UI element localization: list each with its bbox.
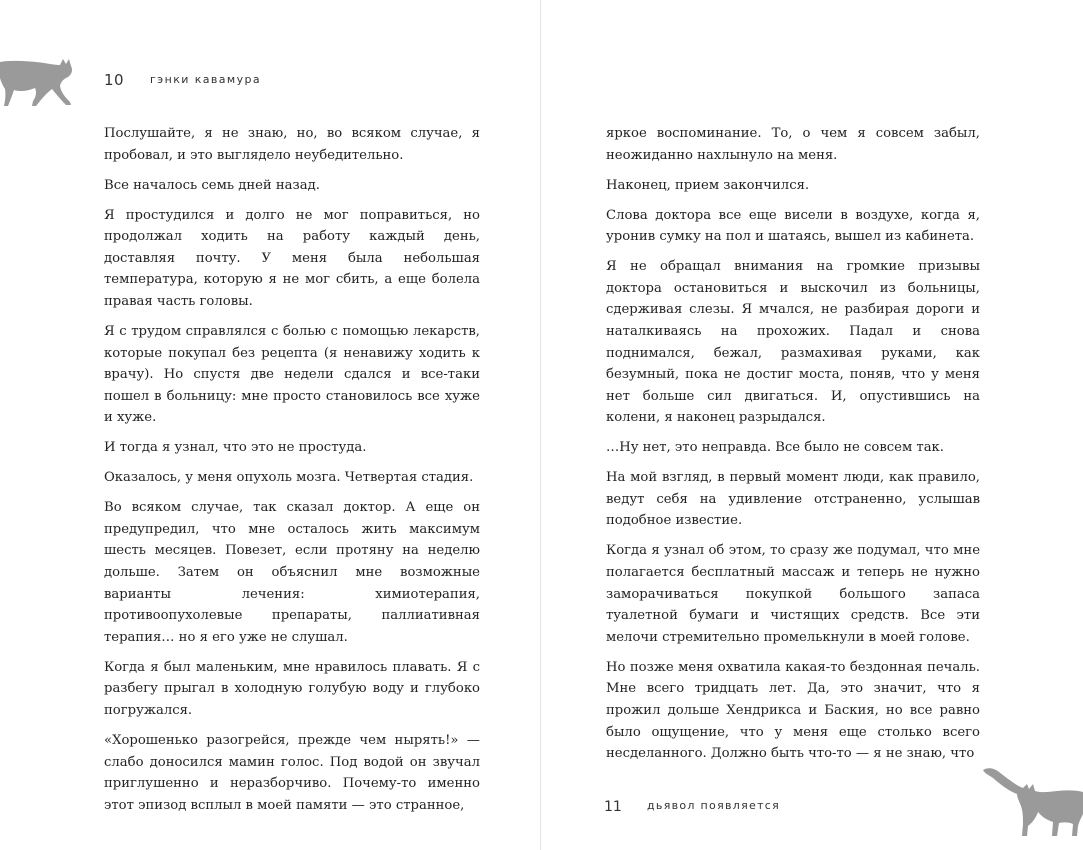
paragraph: Во всяком случае, так сказал доктор. А еще он предупредил, что мне осталось жить максимум шесть месяцев. Повезет, если протяну на неделю дольше. Затем он объяснил мне возможные варианты лечения: химиотерапия, противоопухолевые препараты, паллиативная терапия… но я его уже не слушал. (104, 500, 480, 645)
page-header (104, 70, 262, 89)
paragraph: Я не обращал внимания на громкие призывы доктора остановиться и выскочил из больницы, сдерживая слезы. Я мчался, не разбирая дороги и наталкиваясь на прохожих. Падал и снова поднимался, бежал, размахивая руками, как безумный, пока не достиг моста, поняв, что у меня нет больше сил двигаться. И, опустившись на колени, я наконец разрыдался. (606, 259, 980, 426)
body-text (104, 123, 480, 825)
page-number: 10 (104, 71, 125, 89)
cat-silhouette-icon (0, 56, 76, 108)
paragraph: На мой взгляд, в первый момент люди, как правило, ведут себя на удивление отстраненно, услышав подобное известие. (606, 470, 980, 529)
running-title: гэнки кавамура (150, 73, 262, 86)
paragraph: Когда я был маленьким, мне нравилось плавать. Я с разбегу прыгал в холодную голубую воду и глубоко погружался. (104, 659, 480, 718)
paragraph: «Хорошенько разогрейся, прежде чем нырять!» — слабо доносился мамин голос. Под водой он звучал приглушенно и неразборчиво. Почему-то именно этот эпизод всплыл в моей памяти — это странное, (104, 732, 480, 813)
paragraph: …Ну нет, это неправда. Все было не совсем так. (606, 440, 944, 456)
paragraph: Все началось семь дней назад. (104, 177, 320, 193)
paragraph: Оказалось, у меня опухоль мозга. Четвертая стадия. (104, 470, 474, 486)
paragraph: И тогда я узнал, что это не простуда. (104, 440, 367, 456)
body-text (606, 123, 980, 773)
page-number: 11 (604, 799, 622, 815)
paragraph: Слова доктора все еще висели в воздухе, когда я, уронив сумку на пол и шатаясь, вышел из кабинета. (606, 207, 980, 245)
paragraph: Послушайте, я не знаю, но, во всяком случае, я пробовал, и это выглядело неубедительно. (104, 126, 480, 163)
right-page (541, 0, 1083, 850)
paragraph: яркое воспоминание. То, о чем я совсем забыл, неожиданно нахлынуло на меня. (606, 126, 980, 163)
left-page (0, 0, 540, 850)
paragraph: Наконец, прием закончился. (606, 177, 810, 193)
paragraph: Я простудился и долго не мог поправиться, но продолжал ходить на работу каждый день, доставляя почту. У меня была небольшая температура, которую я не мог сбить, а еще болела правая часть головы. (104, 207, 480, 309)
page-footer (604, 796, 781, 815)
running-title: дьявол появляется (647, 799, 781, 812)
cat-silhouette-icon (979, 766, 1083, 840)
paragraph: Я с трудом справлялся с болью с помощью лекарств, которые покупал без рецепта (я ненавижу ходить к врачу). Но спустя две недели сдался и все-таки пошел в больницу: мне просто становилось все хуже и хуже. (104, 323, 480, 426)
paragraph: Но позже меня охватила какая-то бездонная печаль. Мне всего тридцать лет. Да, это значит, что я прожил дольше Хендрикса и Баския, но все равно было ощущение, что у меня еще столько всего несделанного. Должно быть что-то — я не знаю, что (606, 659, 980, 762)
paragraph: Когда я узнал об этом, то сразу же подумал, что мне полагается бесплатный массаж и теперь не нужно заморачиваться покупкой большого запаса туалетной бумаги и чистящих средств. Все эти мелочи стремительно промелькнули в моей голове. (606, 543, 980, 645)
